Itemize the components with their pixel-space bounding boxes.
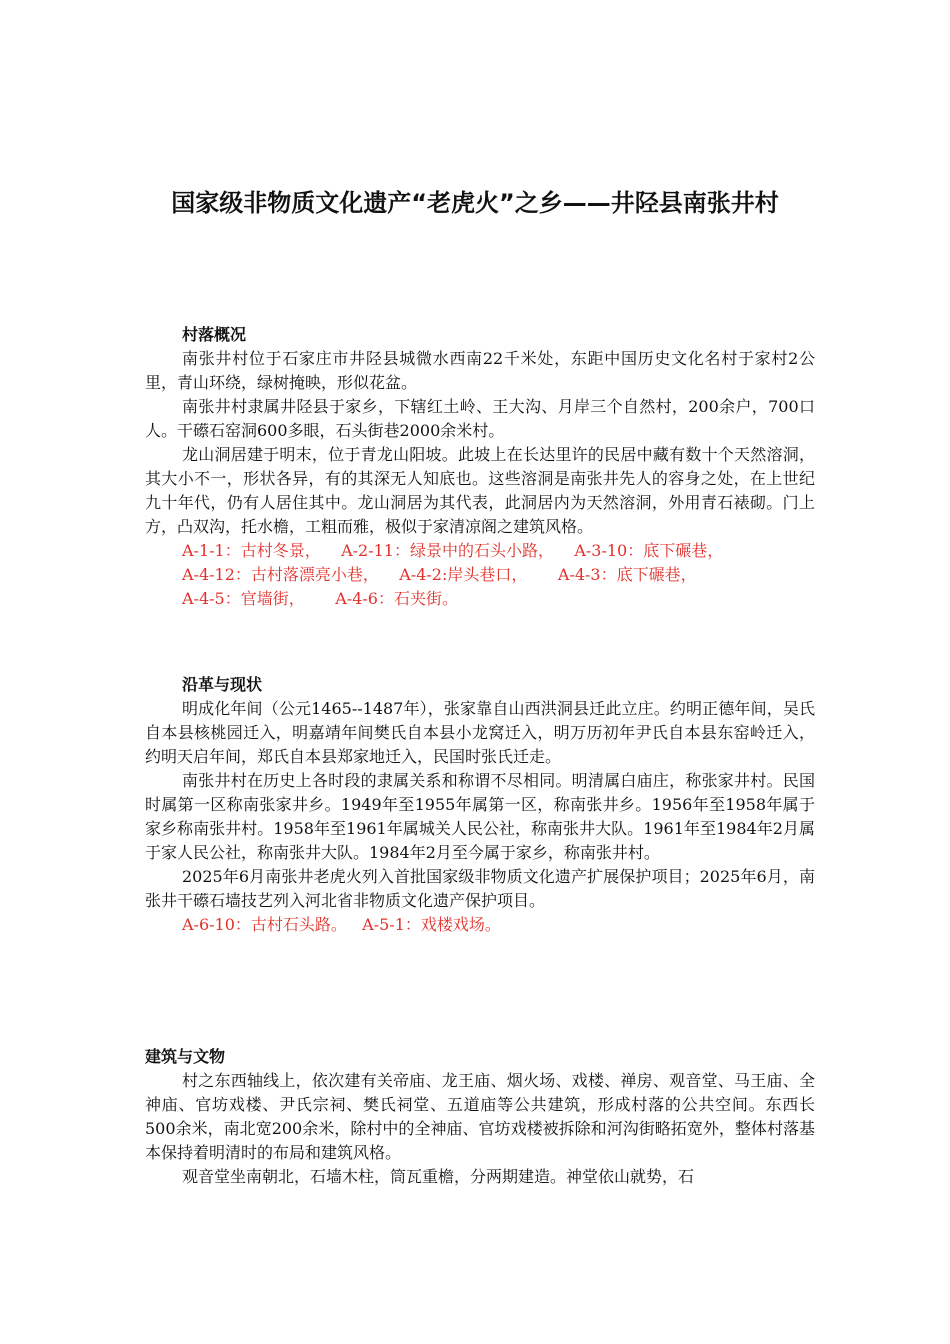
page-title: 国家级非物质文化遗产“老虎火”之乡——井陉县南张井村 <box>171 189 779 217</box>
paragraph: 明成化年间（公元1465--1487年），张家靠自山西洪洞县迁此立庄。约明正德年间，吴氏自本县核桃园迁入，明嘉靖年间樊氏自本县小龙窝迁入，明万历初年尹氏自本县东窑岭迁入，约明天启年间，郑氏自本县郑家地迁入，民国时张氏迁走。 <box>145 699 815 766</box>
section-heading: 村落概况 <box>182 325 247 344</box>
section-architecture-relics <box>145 1045 815 1189</box>
paragraph: 龙山洞居建于明末，位于青龙山阳坡。此坡上在长达里许的民居中藏有数十个天然溶洞，其大小不一，形状各异，有的其深无人知底也。这些溶洞是南张井先人的容身之处，在上世纪九十年代，仍有人居住其中。龙山洞居为其代表，此洞居内为天然溶洞，外用青石裱砌。门上方，凸双沟，托水檐，工粗而雅，极似于家清凉阁之建筑风格。 <box>145 445 815 536</box>
photo-caption: A-4-12：古村落漂亮小巷， A-4-2:岸头巷口， A-4-3：底下碾巷， <box>182 565 697 584</box>
section-history-status <box>145 673 815 937</box>
paragraph: 南张井村在历史上各时段的隶属关系和称谓不尽相同。明清属白庙庄，称张家井村。民国时属第一区称南张家井乡。1949年至1955年属第一区，称南张井乡。1956年至1958年属于家乡称南张井村。1958年至1961年属城关人民公社，称南张井大队。1961年至1984年2月属于家人民公社，称南张井大队。1984年2月至今属于家乡，称南张井村。 <box>145 771 815 862</box>
paragraph: 南张井村隶属井陉县于家乡，下辖红土岭、王大沟、月岸三个自然村，200余户，700口人。干礤石窑洞600多眼，石头街巷2000余米村。 <box>145 397 815 440</box>
section-heading: 沿革与现状 <box>182 675 263 694</box>
paragraph: 南张井村位于石家庄市井陉县城微水西南22千米处，东距中国历史文化名村于家村2公里，青山环绕，绿树掩映，形似花盆。 <box>145 349 815 392</box>
section-heading: 建筑与文物 <box>145 1047 226 1066</box>
section-village-overview <box>145 323 815 611</box>
paragraph: 2025年6月南张井老虎火列入首批国家级非物质文化遗产扩展保护项目；2025年6月，南张井干礤石墙技艺列入河北省非物质文化遗产保护项目。 <box>145 867 815 910</box>
photo-caption: A-4-5：官墙街， A-4-6：石夹街。 <box>182 589 458 608</box>
photo-caption: A-1-1：古村冬景， A-2-11：绿景中的石头小路， A-3-10：底下碾巷， <box>182 541 724 560</box>
photo-caption: A-6-10：古村石头路。 A-5-1：戏楼戏场。 <box>182 915 501 934</box>
paragraph: 村之东西轴线上，依次建有关帝庙、龙王庙、烟火场、戏楼、禅房、观音堂、马王庙、全神庙、官坊戏楼、尹氏宗祠、樊氏祠堂、五道庙等公共建筑，形成村落的公共空间。东西长500余米，南北宽200余米，除村中的全神庙、官坊戏楼被拆除和河沟街略拓宽外，整体村落基本保持着明清时的布局和建筑风格。 <box>145 1071 815 1162</box>
paragraph: 观音堂坐南朝北，石墙木柱，筒瓦重檐，分两期建造。神堂依山就势，石 <box>182 1167 695 1186</box>
